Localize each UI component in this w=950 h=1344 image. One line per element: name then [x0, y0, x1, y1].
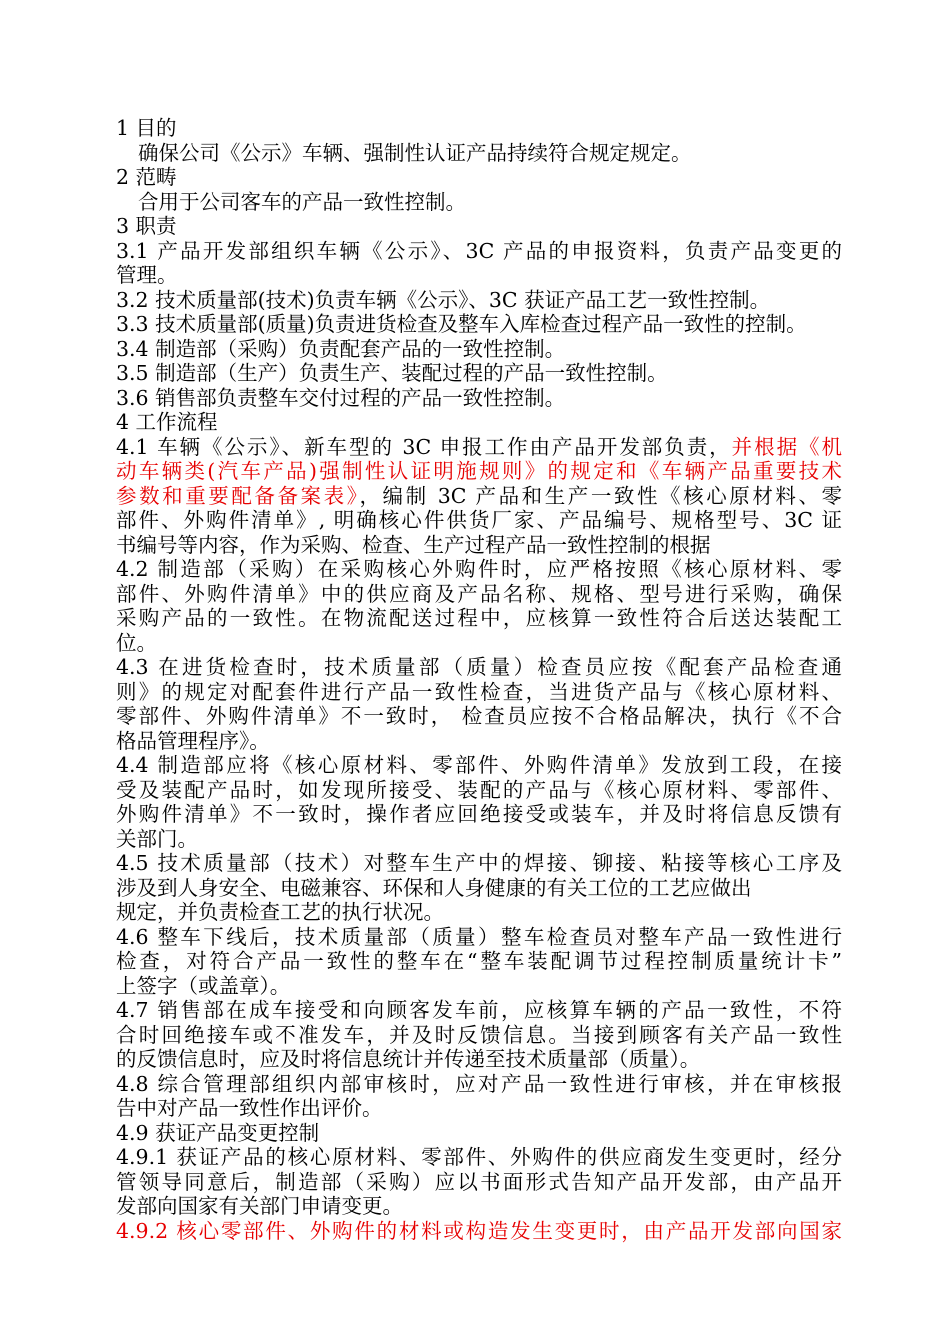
highlighted-text: 并根据《机 [731, 434, 842, 459]
text-segment: 4.8 综合管理部组织内部审核时，应对产品一致性进行审核，并在审核报 [116, 1071, 842, 1096]
text-line [116, 263, 842, 288]
text-line [116, 606, 842, 631]
text-line [116, 484, 842, 509]
text-segment: 涉及到人身安全、电磁兼容、环保和人身健康的有关工位的工艺应做出 [116, 875, 752, 900]
text-segment: 则》的规定对配套件进行产品一致性检查，当进货产品与《核心原材料、 [116, 679, 842, 704]
highlighted-text: 4.9.2 核心零部件、外购件的材料或构造发生变更时，由产品开发部向国家 [116, 1218, 842, 1243]
text-line [116, 876, 842, 901]
text-line [116, 459, 842, 484]
text-segment: 管理。 [116, 263, 178, 287]
text-segment: 上签字（或盖章）。 [116, 973, 291, 998]
text-line [116, 1096, 842, 1121]
text-line [116, 533, 842, 558]
text-segment: 4.1 车辆《公示》、新车型的 3C 申报工作由产品开发部负责， [116, 434, 732, 459]
text-line [116, 312, 842, 337]
text-segment: 1 目的 [116, 116, 177, 140]
text-segment: 3.2 技术质量部(技术)负责车辆《公示》、3C 获证产品工艺一致性控制。 [116, 287, 771, 312]
text-line [116, 655, 842, 680]
text-segment: 书编号等内容，作为采购、检查、生产过程产品一致性控制的根据 [116, 532, 711, 557]
text-segment: 管领导同意后，制造部（采购）应以书面形式告知产品开发部，由产品开 [116, 1169, 842, 1194]
text-line [116, 337, 842, 362]
text-line [116, 753, 842, 778]
text-line [116, 386, 842, 411]
highlighted-text: 动车辆类(汽车产品)强制性认证明施规则》的规定和《车辆产品重要技术 [116, 459, 842, 483]
text-segment: 4 工作流程 [116, 410, 218, 434]
text-segment: 3.5 制造部（生产）负责生产、装配过程的产品一致性控制。 [116, 361, 668, 385]
text-line [116, 949, 842, 974]
text-segment: 3.1 产品开发部组织车辆《公示》、3C 产品的申报资料，负责产品变更的 [116, 238, 842, 263]
text-line [116, 214, 842, 239]
highlighted-text: 参数和重要配备备案表》 [116, 483, 360, 508]
text-segment: 3 职责 [116, 214, 177, 238]
text-segment: 合用于公司客车的产品一致性控制。 [138, 189, 466, 214]
text-line [116, 435, 842, 460]
text-segment: 零部件、外购件清单》不一致时， 检查员应按不合格品解决，执行《不合 [116, 704, 842, 728]
text-line [116, 729, 842, 754]
text-segment: 受及装配产品时，如发现所接受、装配的产品与《核心原材料、零部件、 [116, 777, 842, 802]
text-segment: 3.4 制造部（采购）负责配套产品的一致性控制。 [116, 336, 566, 361]
text-segment: 格品管理程序》。 [116, 728, 270, 753]
text-segment: 4.3 在进货检查时，技术质量部（质量）检查员应按《配套产品检查通 [116, 655, 842, 679]
text-segment: 部件、外购件清单》, 明确核心件供货厂家、产品编号、规格型号、3C 证 [116, 508, 842, 532]
text-segment: ，编制 3C 产品和生产一致性《核心原材料、零 [359, 483, 843, 508]
text-segment: 采购产品的一致性。在物流配送过程中，应核算一致性符合后送达装配工 [116, 606, 842, 630]
text-line [116, 361, 842, 386]
text-line [116, 1072, 842, 1097]
text-line [116, 508, 842, 533]
text-line [116, 704, 842, 729]
text-line [116, 557, 842, 582]
text-segment: 2 范畴 [116, 165, 177, 189]
text-segment: 4.5 技术质量部（技术）对整车生产中的焊接、铆接、粘接等核心工序及 [116, 851, 842, 875]
text-line [116, 1047, 842, 1072]
text-line [116, 1121, 842, 1146]
text-line [116, 410, 842, 435]
text-line [116, 778, 842, 803]
text-segment: 4.4 制造部应将《核心原材料、零部件、外购件清单》发放到工段，在接 [116, 753, 842, 777]
text-segment: 4.6 整车下线后，技术质量部（质量）整车检查员对整车产品一致性进行 [116, 924, 842, 949]
text-segment: 4.7 销售部在成车接受和向顾客发车前，应核算车辆的产品一致性，不符 [116, 998, 842, 1022]
text-segment: 确保公司《公示》车辆、强制性认证产品持续符合规定规定。 [138, 140, 692, 165]
text-segment: 位。 [116, 630, 157, 655]
text-line [116, 165, 842, 190]
text-line [116, 1194, 842, 1219]
text-line [116, 900, 842, 925]
text-segment: 发部向国家有关部门申请变更。 [116, 1194, 403, 1218]
text-segment: 合时回绝接车或不准发车，并及时反馈信息。当接到顾客有关产品一致性 [116, 1022, 842, 1047]
text-segment: 关部门。 [116, 826, 198, 851]
text-line [116, 141, 842, 166]
text-line [116, 239, 842, 264]
text-segment: 3.6 销售部负责整车交付过程的产品一致性控制。 [116, 385, 566, 410]
text-segment: 的反馈信息时，应及时将信息统计并传递至技术质量部（质量）。 [116, 1047, 701, 1071]
text-line [116, 925, 842, 950]
text-line [116, 582, 842, 607]
text-line [116, 1170, 842, 1195]
text-segment: 4.2 制造部（采购）在采购核心外购件时，应严格按照《核心原材料、零 [116, 557, 842, 581]
text-segment: 规定，并负责检查工艺的执行状况。 [116, 900, 444, 924]
text-line [116, 116, 842, 141]
text-line [116, 851, 842, 876]
text-line [116, 802, 842, 827]
text-line [116, 974, 842, 999]
text-segment: 外购件清单》不一致时，操作者应回绝接受或装车，并及时将信息反馈有 [116, 802, 842, 826]
text-line [116, 1219, 842, 1244]
text-segment: 检查，对符合产品一致性的整车在“整车装配调节过程控制质量统计卡” [116, 949, 842, 973]
text-segment: 4.9 获证产品变更控制 [116, 1120, 320, 1145]
document-body [116, 116, 842, 1243]
text-line [116, 998, 842, 1023]
text-segment: 告中对产品一致性作出评价。 [116, 1096, 383, 1120]
text-line [116, 631, 842, 656]
text-line [116, 1023, 842, 1048]
text-line [116, 190, 842, 215]
text-line [116, 288, 842, 313]
text-segment: 部件、外购件清单》中的供应商及产品名称、规格、型号进行采购，确保 [116, 581, 842, 606]
text-line [116, 680, 842, 705]
text-line [116, 827, 842, 852]
text-segment: 4.9.1 获证产品的核心原材料、零部件、外购件的供应商发生变更时，经分 [116, 1145, 842, 1169]
text-line [116, 1145, 842, 1170]
text-segment: 3.3 技术质量部(质量)负责进货检查及整车入库检查过程产品一致性的控制。 [116, 312, 807, 336]
